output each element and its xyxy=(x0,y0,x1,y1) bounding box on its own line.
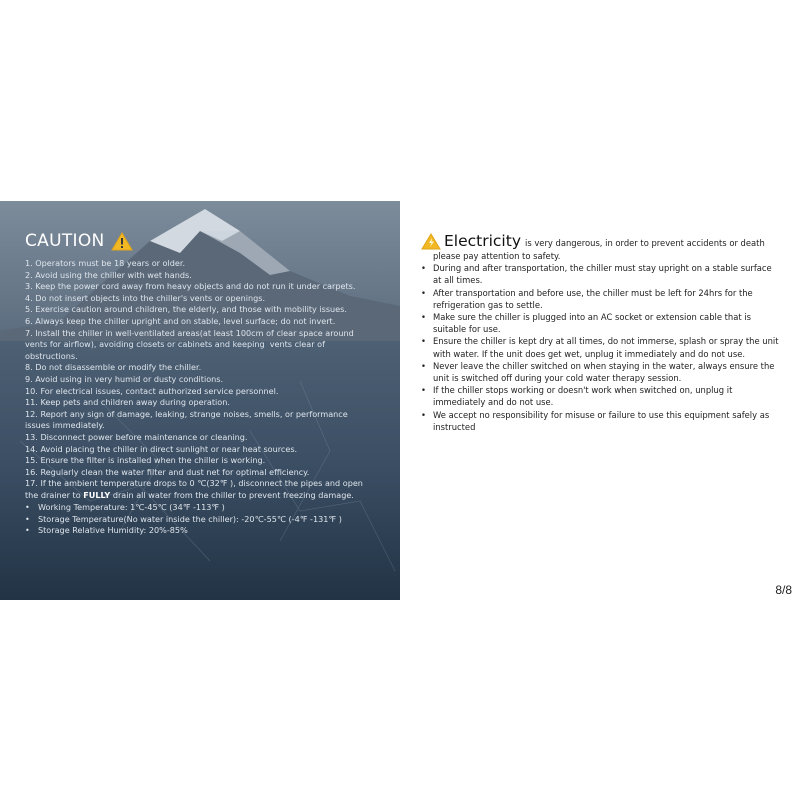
electricity-bullet: • Make sure the chiller is plugged into an AC socket or extension cable that is suitable for use. xyxy=(421,311,781,335)
caution-rule: 10. For electrical issues, contact authorized service personnel. xyxy=(25,385,279,396)
bullet-text: During and after transportation, the chiller must stay upright on a stable surface at all times. xyxy=(433,263,772,286)
rule17-text-before: 17. If the ambient temperature drops to 0 ℃(32℉ ), disconnect the pipes and open the drainer to xyxy=(25,478,366,500)
electricity-section xyxy=(421,232,781,433)
bullet-text: After transportation and before use, the chiller must be left for 24hrs for the refrigeration gas to settle. xyxy=(433,287,753,310)
electricity-bullet: • During and after transportation, the chiller must stay upright on a stable surface at all times. xyxy=(421,262,781,286)
caution-rule: 9. Avoid using in very humid or dusty conditions. xyxy=(25,373,224,384)
caution-rule-17 xyxy=(25,478,375,501)
electricity-bullet: • If the chiller stops working or doesn't work when switched on, unplug it immediately and do not use. xyxy=(421,384,781,408)
caution-rule: 7. Install the chiller in well-ventilated areas(at least 100cm of clear space around vents for airflow), avoiding closets or cabinets and keeping vents clear of obstructions. xyxy=(25,327,357,361)
electricity-bullet: • After transportation and before use, the chiller must be left for 24hrs for the refrigeration gas to settle. xyxy=(421,287,781,311)
caution-heading xyxy=(25,231,133,251)
caution-rule: 6. Always keep the chiller upright and on stable, level surface; do not invert. xyxy=(25,315,336,326)
caution-panel xyxy=(0,201,400,600)
electricity-bullets xyxy=(421,262,781,433)
electricity-heading xyxy=(421,232,781,250)
rule17-bold-word: FULLY xyxy=(83,489,111,500)
caution-rule: 5. Exercise caution around children, the elderly, and those with mobility issues. xyxy=(25,304,347,315)
bullet-text: Make sure the chiller is plugged into an AC socket or extension cable that is suitable for use. xyxy=(433,312,752,335)
bullet-text: If the chiller stops working or doesn't work when switched on, unplug it immediately and do not use. xyxy=(433,385,733,408)
caution-rule: 12. Report any sign of damage, leaking, strange noises, smells, or performance issues immediately. xyxy=(25,408,351,431)
caution-rule: 3. Keep the power cord away from heavy objects and do not run it under carpets. xyxy=(25,281,356,292)
electricity-bullet: • Never leave the chiller switched on when staying in the water, always ensure the unit is switched off during your cold water therapy session. xyxy=(421,360,781,384)
warning-triangle-icon xyxy=(421,233,441,250)
warning-triangle-icon xyxy=(111,232,133,251)
electricity-bullet: • Ensure the chiller is kept dry at all times, do not immerse, splash or spray the unit with water. If the unit does get wet, unplug it immediately and do not use. xyxy=(421,335,781,359)
caution-rule: 16. Regularly clean the water filter and dust net for optimal efficiency. xyxy=(25,466,310,477)
spec-item: • Storage Relative Humidity: 20%-85% xyxy=(25,525,188,536)
spec-text: Storage Relative Humidity: 20%-85% xyxy=(38,525,188,536)
caution-rule: 11. Keep pets and children away during operation. xyxy=(25,397,230,408)
rule17-text-after: drain all water from the chiller to prevent freezing damage. xyxy=(110,489,354,500)
caution-rule: 1. Operators must be 18 years or older. xyxy=(25,258,186,268)
page-number: 8/8 xyxy=(775,583,792,597)
bullet-text: Never leave the chiller switched on when staying in the water, always ensure the unit is switched off during your cold water therapy session. xyxy=(433,360,775,384)
electricity-title: Electricity xyxy=(444,232,521,250)
spec-item: • Storage Temperature(No water inside the chiller): -20℃-55℃ (-4℉ -131℉ ) xyxy=(25,513,342,524)
caution-title: CAUTION xyxy=(25,231,105,251)
caution-rule: 4. Do not insert objects into the chiller's vents or openings. xyxy=(25,292,266,303)
electricity-bullet: • We accept no responsibility for misuse or failure to use this equipment safely as instructed xyxy=(421,409,781,433)
bullet-text: Ensure the chiller is kept dry at all times, do not immerse, splash or spray the unit with water. If the unit does get wet, unplug it immediately and do not use. xyxy=(433,336,779,359)
caution-rule: 15. Ensure the filter is installed when the chiller is working. xyxy=(25,455,266,466)
electricity-intro-cont: please pay attention to safety. xyxy=(433,251,561,261)
electricity-intro: is very dangerous, in order to prevent accidents or death xyxy=(525,238,765,248)
caution-rule: 14. Avoid placing the chiller in direct sunlight or near heat sources. xyxy=(25,443,298,454)
specs-list xyxy=(25,502,375,537)
caution-rule: 13. Disconnect power before maintenance or cleaning. xyxy=(25,431,248,442)
spec-item: • Working Temperature: 1℃-45℃ (34℉ -113℉ ) xyxy=(25,502,225,512)
caution-rule: 2. Avoid using the chiller with wet hands. xyxy=(25,269,192,280)
caution-rules-list xyxy=(25,258,375,501)
bullet-text: We accept no responsibility for misuse or failure to use this equipment safely as instructed xyxy=(433,409,770,432)
spec-text: Working Temperature: 1℃-45℃ (34℉ -113℉ ) xyxy=(38,502,225,512)
caution-rule: 8. Do not disassemble or modify the chiller. xyxy=(25,362,202,373)
spec-text: Storage Temperature(No water inside the chiller): -20℃-55℃ (-4℉ -131℉ ) xyxy=(38,513,342,524)
